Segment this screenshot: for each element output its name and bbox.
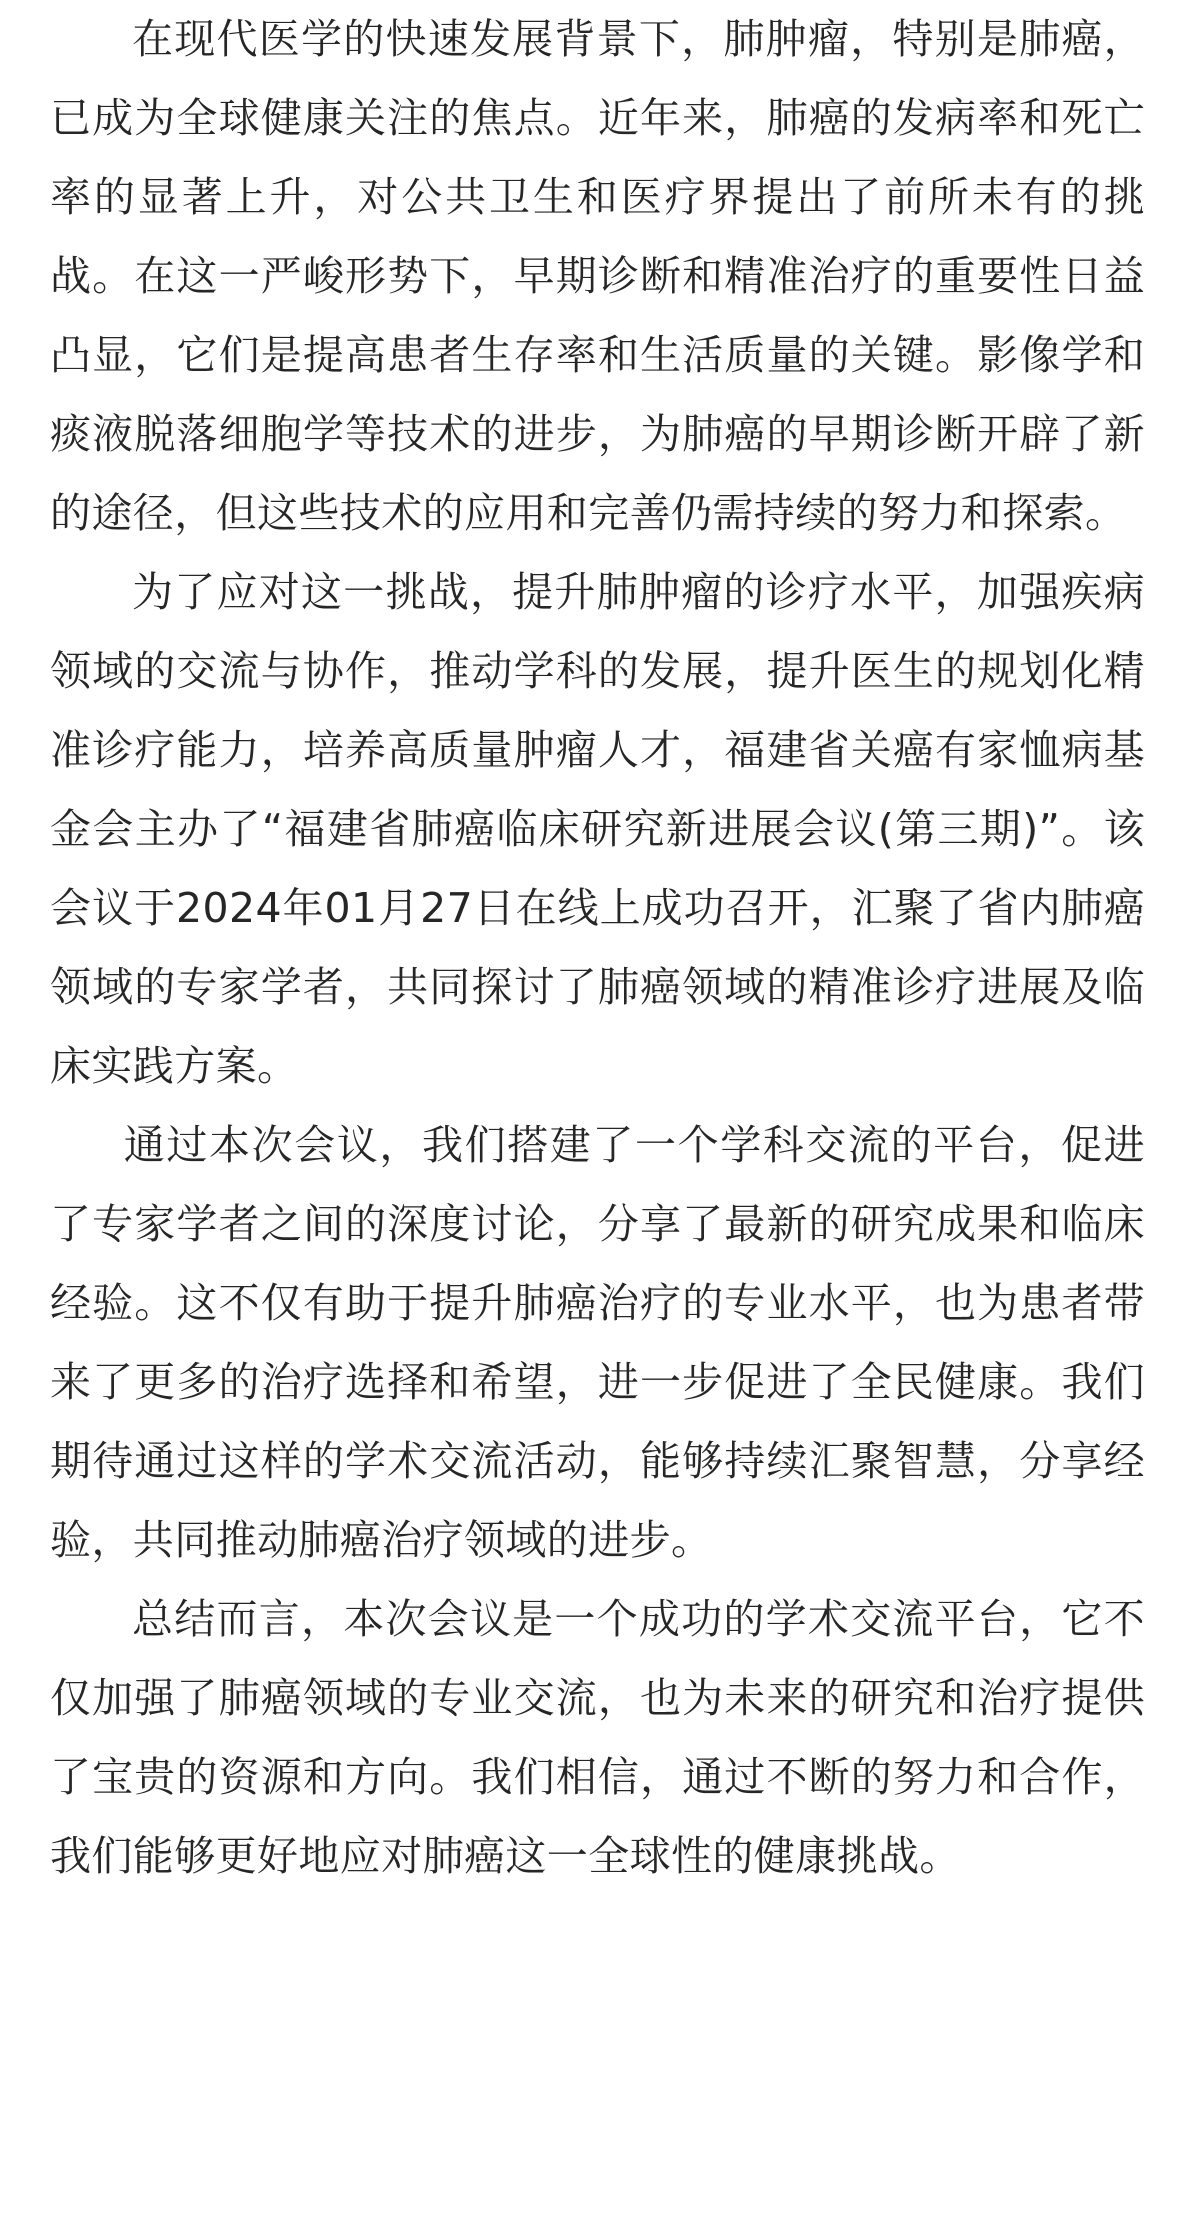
article-body xyxy=(50,0,1145,1896)
paragraph-summary: 总结而言，本次会议是一个成功的学术交流平台，它不仅加强了肺癌领域的专业交流，也为未来的研究和治疗提供了宝贵的资源和方向。我们相信，通过不断的努力和合作，我们能够更好地应对肺癌这一全球性的健康挑战。 xyxy=(50,1595,1145,1880)
paragraph-background: 在现代医学的快速发展背景下，肺肿瘤，特别是肺癌，已成为全球健康关注的焦点。近年来，肺癌的发病率和死亡率的显著上升，对公共卫生和医疗界提出了前所未有的挑战。在这一严峻形势下，早期诊断和精准治疗的重要性日益凸显，它们是提高患者生存率和生活质量的关键。影像学和痰液脱落细胞学等技术的进步，为肺癌的早期诊断开辟了新的途径，但这些技术的应用和完善仍需持续的努力和探索。 xyxy=(50,15,1145,537)
paragraph-conference: 为了应对这一挑战，提升肺肿瘤的诊疗水平，加强疾病领域的交流与协作，推动学科的发展，提升医生的规划化精准诊疗能力，培养高质量肿瘤人才，福建省关癌有家恤病基金会主办了“福建省肺癌临床研究新进展会议(第三期)”。该会议于2024年01月27日在线上成功召开，汇聚了省内肺癌领域的专家学者，共同探讨了肺癌领域的精准诊疗进展及临床实践方案。 xyxy=(50,568,1145,1090)
paragraph-outcomes: 通过本次会议，我们搭建了一个学科交流的平台，促进了专家学者之间的深度讨论，分享了最新的研究成果和临床经验。这不仅有助于提升肺癌治疗的专业水平，也为患者带来了更多的治疗选择和希望，进一步促进了全民健康。我们期待通过这样的学术交流活动，能够持续汇聚智慧，分享经验，共同推动肺癌治疗领域的进步。 xyxy=(50,1121,1145,1564)
